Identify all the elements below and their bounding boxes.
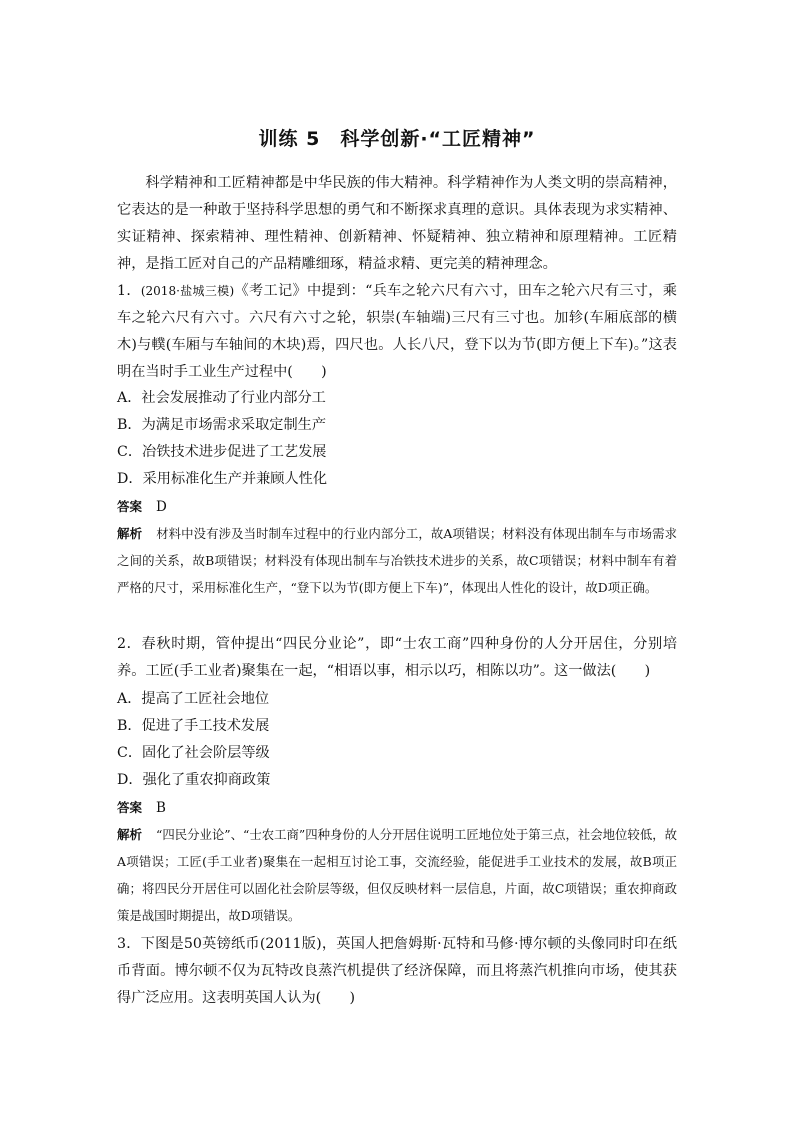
question-2-answer (117, 794, 166, 822)
intro-paragraph: 科学精神和工匠精神都是中华民族的伟大精神。科学精神作为人类文明的崇高精神，它表达的是一种敢于坚持科学思想的勇气和不断探求真理的意识。具体表现为求实精神、实证精神、探索精神、理性精神、创新精神、怀疑精神、独立精神和原理精神。工匠精神，是指工匠对自己的产品精雕细琢，精益求精、更完美的精神理念。 (117, 175, 677, 272)
question-3-stem (117, 931, 677, 1012)
explanation-label: 解析 (117, 526, 143, 541)
question-2-option-c: C．固化了社会阶层等级 (117, 745, 270, 761)
question-source: (2018·盐城三模) (140, 284, 235, 298)
question-text: 春秋时期，管仲提出“四民分业论”，即“士农工商”四种身份的人分开居住，分别培养。工匠(手工业者)聚集在一起，“相语以事，相示以巧，相陈以功”。这一做法( ) (117, 636, 678, 679)
question-2-option-d: D．强化了重农抑商政策 (117, 772, 271, 788)
question-number: 2． (117, 636, 142, 652)
question-number: 3． (117, 936, 141, 952)
answer-label: 答案 (117, 499, 143, 514)
question-1-option-a: A．社会发展推动了行业内部分工 (117, 390, 326, 406)
question-1-option-b: B．为满足市场需求采取定制生产 (117, 417, 327, 433)
question-number: 1． (117, 283, 141, 299)
question-1-answer (117, 493, 167, 521)
answer-value: B (156, 800, 166, 816)
answer-value: D (156, 499, 167, 515)
question-2-option-a: A．提高了工匠社会地位 (117, 691, 270, 707)
question-1-option-c: C．冶铁技术进步促进了工艺发展 (117, 444, 327, 460)
question-2-stem (117, 631, 677, 685)
question-2-explanation (117, 821, 677, 929)
question-1-option-d: D．采用标准化生产并兼顾人性化 (117, 471, 328, 487)
question-text: 下图是50英镑纸币(2011版)，英国人把詹姆斯·瓦特和马修·博尔顿的头像同时印在纸币背面。博尔顿不仅为瓦特改良蒸汽机提供了经济保障，而且将蒸汽机推向市场，使其获得广泛应用。这表明英国人认为( ) (117, 936, 677, 1006)
explanation-text: 材料中没有涉及当时制车过程中的行业内部分工，故A项错误；材料没有体现出制车与市场需求之间的关系，故B项错误；材料没有体现出制车与冶铁技术进步的关系，故C项错误；材料中制车有着严格的尺寸，采用标准化生产，“登下以为节(即方便上下车)”，体现出人性化的设计，故D项正确。 (117, 526, 677, 595)
answer-label: 答案 (117, 800, 143, 815)
question-2-option-b: B．促进了手工技术发展 (117, 718, 270, 734)
question-1-explanation (117, 520, 677, 601)
question-text: 《考工记》中提到：“兵车之轮六尺有六寸，田车之轮六尺有三寸，乘车之轮六尺有六寸。六尺有六寸之轮，轵崇(车轴端)三尺有三寸也。加轸(车厢底部的横木)与轐(车厢与车轴间的木块)焉，四尺也。人长八尺，登下以为节(即方便上下车)。”这表明在当时手工业生产过程中( ) (117, 283, 677, 380)
explanation-label: 解析 (117, 827, 143, 842)
page-title: 训练 5 科学创新·“工匠精神” (258, 128, 536, 150)
explanation-text: “四民分业论”、“士农工商”四种身份的人分开居住说明工匠地位处于第三点，社会地位较低，故A项错误；工匠(手工业者)聚集在一起相互讨论工事，交流经验，能促进手工业技术的发展，故B项正确；将四民分开居住可以固化社会阶层等级，但仅反映材料一层信息，片面，故C项错误；重农抑商政策是战国时期提出，故D项错误。 (117, 827, 677, 923)
question-1-stem (117, 278, 677, 386)
